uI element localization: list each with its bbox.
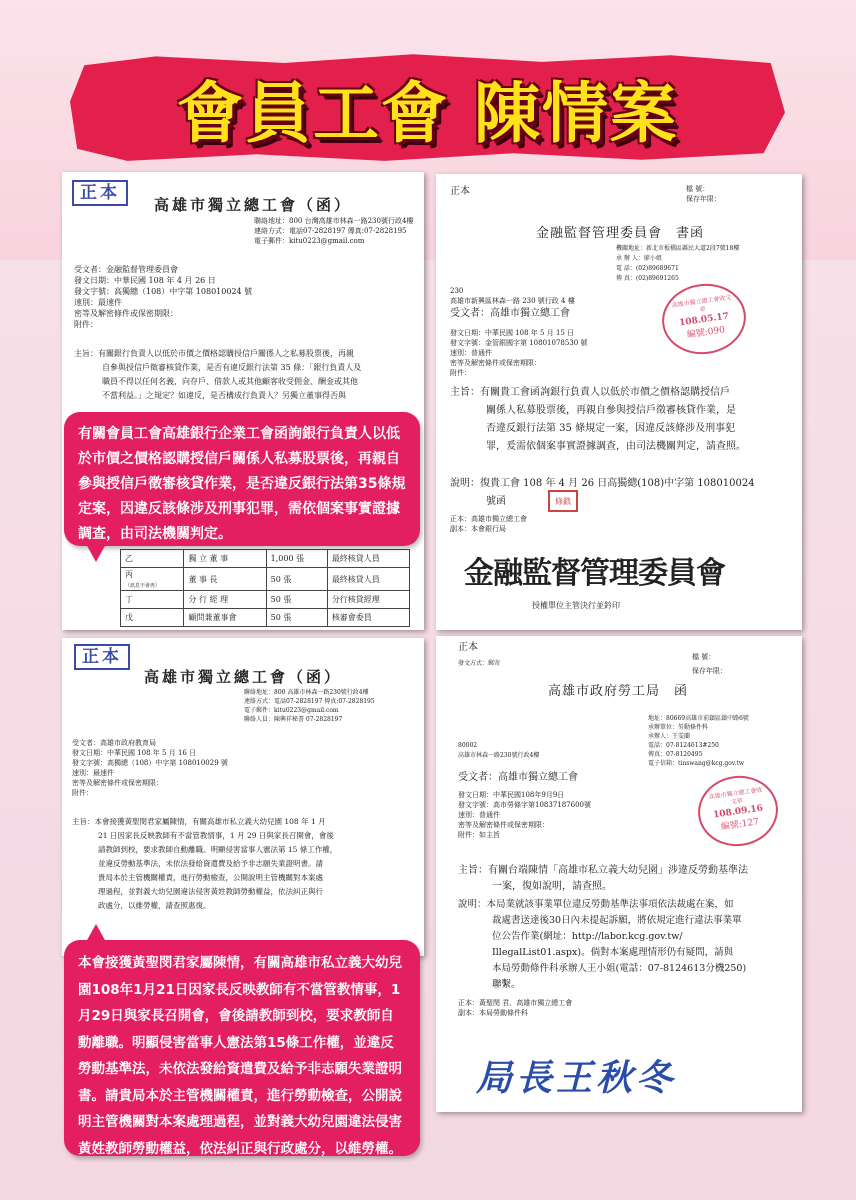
meta-line: 附件：: [74, 320, 98, 329]
desc-line: 號函: [486, 496, 506, 507]
body-line: 職員不得以任何名義，向存戶、借款人或其他顧客收受佣金、酬金或其他: [102, 377, 358, 386]
contact-line: 電話：07-8124613#250: [648, 742, 719, 749]
postal-code: 230: [450, 287, 464, 295]
meta-line: 發文日期：中華民國 108 年 5 月 15 日: [450, 329, 575, 337]
callout-bubble-kindergarten-case: [64, 940, 420, 1156]
callout-bubble-bank-case: [64, 412, 420, 546]
body-line: 罪，爰需依個案事實證據調查，由司法機關判定，請查照。: [486, 441, 746, 452]
cc-line: 副本：本局勞動條件科: [458, 1009, 528, 1017]
table-row: [121, 609, 410, 627]
body-line: 自參與授信戶徵審核貸作業，是否有違反銀行法第 35 條：「銀行負責人及: [102, 363, 362, 372]
file-number: 檔 號：: [692, 653, 716, 661]
receipt-stamp: [694, 771, 783, 851]
address-line: 高雄市林森一路230號行政4樓: [458, 752, 540, 759]
callout-text: 本會接獲黃聖閔君家屬陳情，有關高雄市私立義大幼兒園108年1月21日因家長反映教師有不當管教情事，1月29日與家長召開會，會後請教師到校，要求教師自動離職。明顯侵害當事人憲法第15條工作權，並違反勞動基準法，未依法發給資遣費及給予非志願失業證明書。請貴局本於主管機關權責，進行勞動檢查，公開說明主管機關對本案處理過程，並對義大幼兒園違法侵害黃姓教師勞動權益，依法糾正與行政處分，以維勞權。: [78, 955, 402, 1157]
recipient: 受文者：高雄市獨立總工會: [458, 772, 578, 783]
cc-line: 正本：高雄市獨立總工會: [450, 515, 527, 523]
body-line: 主旨：有關銀行負責人以低於市價之價格認購授信戶關係人之私募股票後，再親: [74, 349, 354, 358]
postal-code: 80002: [458, 742, 478, 749]
desc-line: 位公告作業(網址：http://labor.kcg.gov.tw/: [492, 931, 683, 942]
meta-line: 受文者：金融監督管理委員會: [74, 265, 178, 274]
body-line: 理過程，並對義大幼兒園違法侵害黃姓教師勞動權益，依法糾正與行: [98, 887, 323, 896]
contact-line: 電子郵件：kitu0223@gmail.com: [254, 237, 365, 245]
contact-line: 聯絡地址：800 台灣高雄市林森一路230號行政4樓: [254, 217, 414, 225]
fsc-signature: 金融監督管理委員會: [464, 556, 725, 591]
body-line: 主旨：有關台端陳情「高雄市私立義大幼兒園」涉違反勞動基準法: [458, 865, 748, 876]
table-cell: 獨 立 董 事: [184, 550, 266, 568]
table-cell: [121, 568, 184, 591]
document-kitu-letter-1: [62, 172, 424, 630]
table-row: [121, 550, 410, 568]
desc-line: 本局勞動條件科承辦人王小姐(電話：07-8124613分機250): [492, 963, 747, 974]
contact-line: 連絡方式：電話07-2828197 傳真:07-2828195: [244, 698, 375, 705]
contact-line: 承 辦 人：廖小姐: [616, 255, 662, 262]
meta-line: 附件：: [450, 369, 471, 377]
meta-line: 發文日期：中華民國108年9月9日: [458, 791, 565, 799]
stamp-number: 編號:090: [686, 325, 726, 341]
body-line: 不當利益。」之規定？如違反，是否構成行負責人？另獨立董事得否與: [102, 391, 346, 400]
zhengben-stamp: 正本: [72, 180, 128, 206]
meta-line: 密等及解密條件或保密期限：: [458, 821, 549, 829]
body-line: 主旨：本會接獲黃聖閔君家屬陳情，有關高雄市私立義大幼兒園 108 年 1 月: [72, 817, 326, 826]
table-cell: 分 行 經 理: [184, 591, 266, 609]
table-row: [121, 591, 410, 609]
table-cell: 核審會委員: [327, 609, 409, 627]
meta-line: 受文者：高雄市政府教育局: [72, 739, 156, 747]
body-line: 21 日因家長反映教師有不當管教情事，1 月 29 日與家長召開會，會後: [98, 831, 334, 840]
shareholding-table: [120, 549, 410, 627]
table-cell: 顧問兼董事會: [184, 609, 266, 627]
document-kitu-letter-2: [62, 638, 424, 956]
document-header: 高雄市獨立總工會（函）: [144, 668, 343, 686]
callout-text: 有關會員工會高雄銀行企業工會函詢銀行負責人以低於市價之價格認購授信戶關係人私募股票後，再親自參與授信戶徵審核貸作業，是否違反銀行法第35條規定案，因違反該條涉及刑事犯罪，需依個案事實證據調查，由司法機關判定。: [78, 426, 406, 542]
body-line: 關係人私募股票後，再親自參與授信戶徵審核貸作業，是: [486, 405, 736, 416]
cc-line: 正本：黃聖閔 君、高雄市獨立總工會: [458, 999, 573, 1007]
body-line: 主旨：有關貴工會函詢銀行負責人以低於市價之價格認購授信戶: [450, 387, 730, 398]
stamp-date: 108.09.16: [712, 803, 764, 821]
stamp-title: 高雄市獨立總工會收文章: [708, 786, 763, 806]
meta-line: 密等及解密條件或保密期限：: [74, 309, 178, 318]
desc-line: 聯繫。: [492, 979, 521, 990]
document-header: 高雄市政府勞工局 函: [548, 684, 689, 699]
desc-line: 說明：復貴工會 108 年 4 月 26 日高獨總(108)中字第 108010024: [450, 478, 755, 489]
body-line: 否違反銀行法第 35 條規定一案，因違反該條涉及刑事犯: [486, 423, 736, 434]
keep-years: 保存年限：: [692, 667, 727, 675]
meta-line: 發文字號：金管銀國字第 10801078530 號: [450, 339, 588, 347]
body-line: 政處分，以維勞權，請查照惠復。: [98, 901, 211, 910]
contact-line: 電子信箱：tinswang@kcg.gov.tw: [648, 760, 745, 767]
meta-line: 速別：最速件: [72, 769, 114, 777]
meta-line: 發文字號：高獨總（108）中字第 108010024 號: [74, 287, 253, 296]
zhengben-label: 正本: [458, 642, 478, 653]
table-cell: 50 張: [266, 609, 327, 627]
contact-line: 傳 真：(02)89691265: [616, 275, 679, 282]
cc-line: 副本：本會銀行局: [450, 525, 506, 533]
table-cell: 丁: [121, 591, 184, 609]
table-cell: 乙: [121, 550, 184, 568]
meta-line: 附件：如主旨: [458, 831, 500, 839]
send-method: 發文方式：郵寄: [458, 660, 501, 667]
footer-note: 授權單位主管決行並鈐印: [532, 601, 620, 610]
table-cell-text: 丙: [125, 570, 133, 579]
keep-years: 保存年限：: [686, 195, 721, 203]
body-line: 一案，復如說明，請查照。: [492, 881, 612, 892]
meta-line: 密等及解密條件或保密期限：: [72, 779, 163, 787]
desc-line: IllegalList01.aspx)。倘對本案處理情形仍有疑問，請與: [492, 947, 734, 958]
table-cell: 戊: [121, 609, 184, 627]
document-header: 高雄市獨立總工會（函）: [154, 196, 353, 214]
stamp-number: 編號:127: [720, 817, 760, 833]
table-row: [121, 568, 410, 591]
seal-stamp: 條戳: [548, 490, 578, 512]
file-number: 檔 號：: [686, 185, 710, 193]
contact-line: 連絡方式：電話07-2828197 傳真:07-2828195: [254, 227, 407, 235]
contact-line: 電 話：(02)89689671: [616, 265, 679, 272]
stamp-title: 高雄市獨立總工會收文章: [671, 294, 732, 314]
address-line: 高雄市新興區林森一路 230 號行政 4 樓: [450, 297, 575, 305]
receipt-stamp: [658, 278, 751, 359]
table-cell: 50 張: [266, 591, 327, 609]
table-note: （訊息不會再）: [125, 583, 161, 589]
recipient: 受文者：高雄市獨立總工會: [450, 308, 570, 319]
meta-line: 附件：: [72, 789, 93, 797]
contact-line: 傳真：07-8120495: [648, 751, 703, 758]
meta-line: 速別：普通件: [450, 349, 492, 357]
document-header: 金融監督管理委員會 書函: [536, 226, 705, 241]
director-signature: 局長王秋冬: [476, 1057, 677, 1099]
contact-line: 機關地址：新北市板橋區縣民大道2段7號18樓: [616, 245, 740, 252]
desc-line: 說明：本局業就該事業單位違反勞動基準法事項依法裁處在案，如: [458, 899, 734, 910]
table-cell: 最終核貸人員: [327, 568, 409, 591]
body-line: 並違反勞動基準法，未依法發給資遣費及給予非志願失業證明書。請: [98, 859, 323, 868]
document-labor-bureau-reply: [436, 636, 802, 1112]
contact-line: 電子郵件：kitu0223@gmail.com: [244, 707, 339, 714]
desc-line: 裁處書送達後30日內未提起訴願，將依規定進行違法事業單: [492, 915, 742, 926]
contact-line: 承辦人：王雯蘭: [648, 733, 691, 740]
meta-line: 速別：最速件: [74, 298, 122, 307]
zhengben-label: 正本: [450, 186, 470, 197]
contact-line: 承辦單位：勞動條件科: [648, 724, 709, 731]
meta-line: 密等及解密條件或保密期限：: [450, 359, 541, 367]
table-cell: 1,000 張: [266, 550, 327, 568]
document-fsc-reply: [436, 174, 802, 630]
contact-line: 地址：80669高雄市前鎮區鎮中路6號: [648, 715, 749, 722]
contact-line: 聯絡人員：陳興祥秘書 07-2828197: [244, 716, 343, 723]
zhengben-stamp: 正本: [74, 644, 130, 670]
meta-line: 發文字號：高市勞條字第10837187600號: [458, 801, 591, 809]
body-line: 請教師到校，要求教師自動離職。明顯侵害當事人憲法第 15 條工作權，: [98, 845, 338, 854]
table-cell: 50 張: [266, 568, 327, 591]
meta-line: 速別：普通件: [458, 811, 500, 819]
meta-line: 發文字號：高獨總（108）中字第 108010029 號: [72, 759, 228, 767]
table-cell: 分行核貸經理: [327, 591, 409, 609]
body-line: 貴局本於主管機關權責，進行勞動檢查，公開說明主管機關對本案處: [98, 873, 323, 882]
table-cell: 最終核貸人員: [327, 550, 409, 568]
meta-line: 發文日期：中華民國 108 年 4 月 26 日: [74, 276, 216, 285]
stamp-date: 108.05.17: [678, 311, 730, 329]
meta-line: 發文日期：中華民國 108 年 5 月 16 日: [72, 749, 197, 757]
contact-line: 聯絡地址：800 高雄市林森一路230號行政4樓: [244, 689, 369, 696]
page-title: 會員工會 陳情案: [177, 74, 678, 152]
table-cell: 董 事 長: [184, 568, 266, 591]
